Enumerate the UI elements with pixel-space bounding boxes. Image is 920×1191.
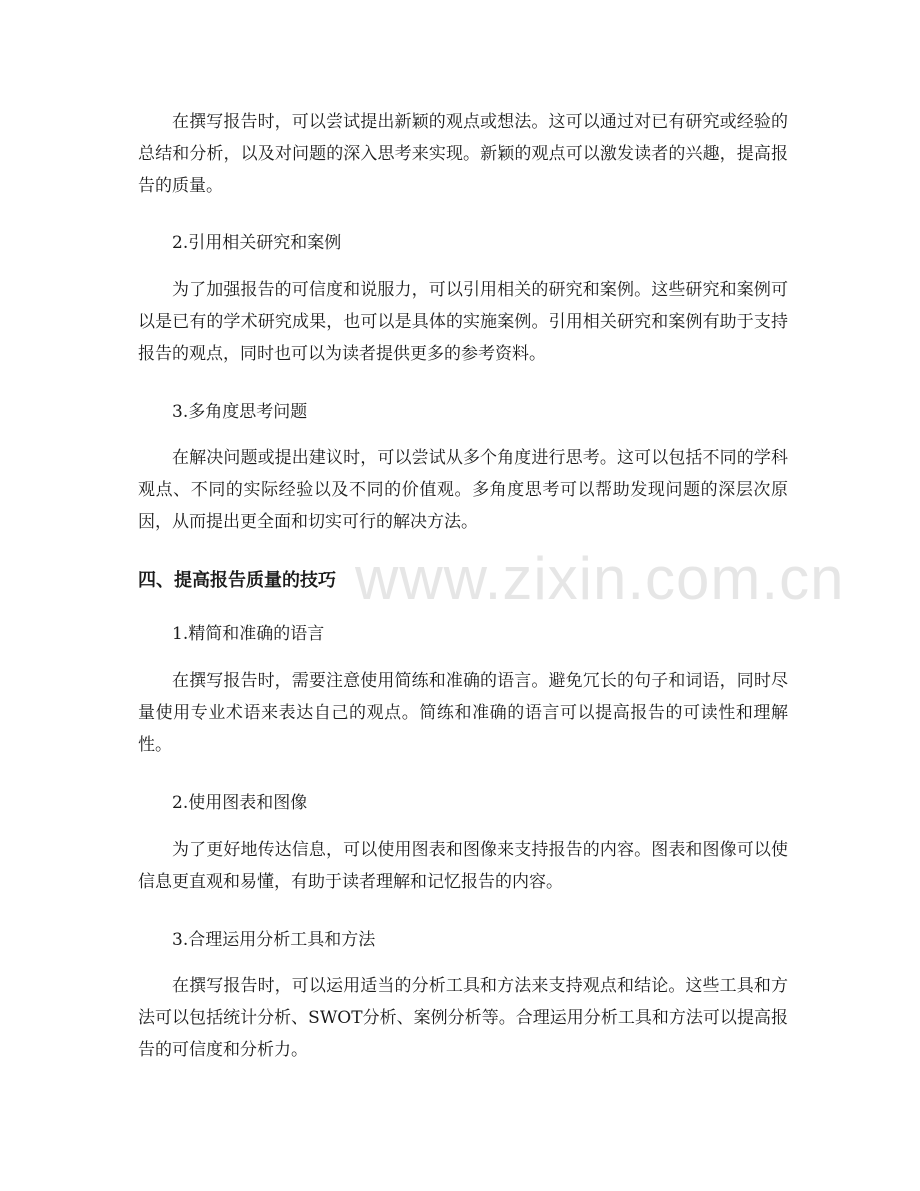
subheading-charts-images: 2.使用图表和图像 [172,793,308,813]
paragraph-cite-research: 为了加强报告的可信度和说服力，可以引用相关的研究和案例。这些研究和案例可以是已有的学术研究成果，也可以是具体的实施案例。引用相关研究和案例有助于支持报告的观点，同时也可以为读者提供更多的参考资料。 [138,280,788,364]
subheading-multi-angle: 3.多角度思考问题 [172,402,308,422]
paragraph-charts-images: 为了更好地传达信息，可以使用图表和图像来支持报告的内容。图表和图像可以使信息更直观和易懂，有助于读者理解和记忆报告的内容。 [138,840,788,892]
section-heading-quality-tips: 四、提高报告质量的技巧 [138,570,336,591]
paragraph-analysis-tools: 在撰写报告时，可以运用适当的分析工具和方法来支持观点和结论。这些工具和方法可以包括统计分析、SWOT分析、案例分析等。合理运用分析工具和方法可以提高报告的可信度和分析力。 [138,976,788,1060]
subheading-cite-research: 2.引用相关研究和案例 [172,233,342,253]
paragraph-novel-ideas: 在撰写报告时，可以尝试提出新颖的观点或想法。这可以通过对已有研究或经验的总结和分析，以及对问题的深入思考来实现。新颖的观点可以激发读者的兴趣，提高报告的质量。 [138,112,788,196]
subheading-analysis-tools: 3.合理运用分析工具和方法 [172,930,376,950]
watermark-text: www.zixin.com.cn [355,545,845,612]
paragraph-concise-language: 在撰写报告时，需要注意使用简练和准确的语言。避免冗长的句子和词语，同时尽量使用专业术语来表达自己的观点。简练和准确的语言可以提高报告的可读性和理解性。 [138,671,788,755]
paragraph-multi-angle: 在解决问题或提出建议时，可以尝试从多个角度进行思考。这可以包括不同的学科观点、不同的实际经验以及不同的价值观。多角度思考可以帮助发现问题的深层次原因，从而提出更全面和切实可行的解决方法。 [138,448,788,532]
subheading-concise-language: 1.精简和准确的语言 [172,624,325,644]
